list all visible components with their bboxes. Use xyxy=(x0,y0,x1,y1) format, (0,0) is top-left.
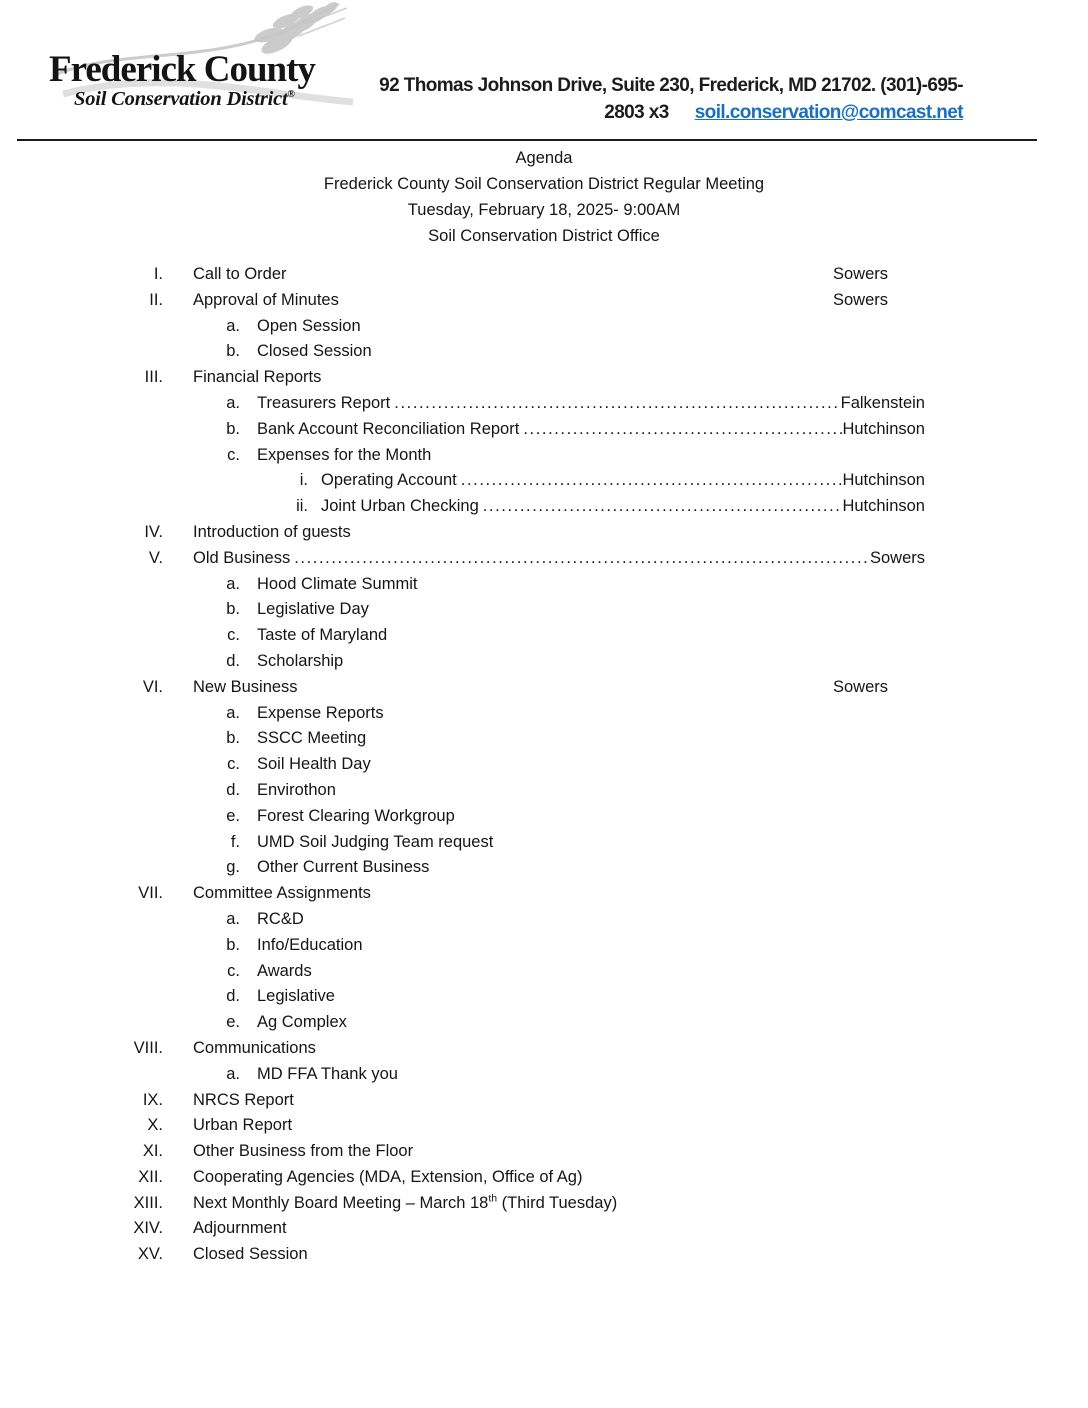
agenda-item-23 xyxy=(0,855,925,881)
agenda-item-27 xyxy=(0,959,925,985)
agenda-item-label-suffix: (Third Tuesday) xyxy=(497,1193,618,1212)
agenda-item-label: MD FFA Thank you xyxy=(257,1064,398,1083)
agenda-item-29 xyxy=(0,1010,925,1036)
agenda-item-25 xyxy=(0,907,925,933)
logo-title: Frederick County xyxy=(49,49,315,90)
agenda-item-label: Committee Assignments xyxy=(193,884,371,903)
logo-subtitle xyxy=(74,88,295,111)
agenda-item-label: UMD Soil Judging Team request xyxy=(257,832,494,851)
agenda-item-label: SSCC Meeting xyxy=(257,729,367,748)
agenda-item-label: Operating Account xyxy=(321,471,457,490)
agenda-item-number: I. xyxy=(153,265,163,283)
responsible-person: Sowers xyxy=(833,290,889,309)
logo-subtitle-text: Soil Conservation District xyxy=(74,88,288,110)
agenda-item-number: XIII. xyxy=(133,1193,163,1212)
agenda-item-number: IV. xyxy=(144,522,163,541)
agenda-item-number: a. xyxy=(226,703,240,722)
agenda-item-label: Open Session xyxy=(257,316,361,335)
agenda-item-number: IX. xyxy=(142,1090,163,1109)
dotted-leader xyxy=(483,494,843,520)
agenda-item-label: Expense Reports xyxy=(257,703,384,722)
doc-title-line-location: Soil Conservation District Office xyxy=(428,227,660,245)
dotted-leader xyxy=(523,417,842,443)
agenda-item-label: Info/Education xyxy=(257,935,363,954)
agenda-item-number: d. xyxy=(226,651,240,670)
agenda-item-3 xyxy=(0,339,925,365)
agenda-item-number: XI. xyxy=(142,1142,163,1161)
agenda-item-37 xyxy=(0,1216,925,1242)
agenda-item-10 xyxy=(0,520,925,546)
agenda-item-label: Taste of Maryland xyxy=(257,626,388,645)
responsible-person: Sowers xyxy=(833,677,889,696)
agenda-item-30 xyxy=(0,1036,925,1062)
agenda-item-24 xyxy=(0,881,925,907)
dotted-leader xyxy=(294,546,870,572)
agenda-item-number: b. xyxy=(226,342,240,361)
agenda-item-label: Adjournment xyxy=(193,1219,287,1238)
agenda-item-number: a. xyxy=(226,574,240,593)
org-email-link[interactable]: soil.conservation@comcast.net xyxy=(694,102,963,123)
agenda-item-number: d. xyxy=(226,780,240,799)
doc-title-line-meeting: Frederick County Soil Conservation District Regular Meeting xyxy=(323,175,765,193)
agenda-item-15 xyxy=(0,649,925,675)
agenda-item-label: Expenses for the Month xyxy=(257,445,432,464)
agenda-item-label: Communications xyxy=(193,1038,316,1057)
responsible-person: Hutchinson xyxy=(842,471,925,490)
agenda-item-number: a. xyxy=(226,909,240,928)
agenda-item-label: Legislative xyxy=(257,987,335,1006)
agenda-item-number: VII. xyxy=(138,884,163,903)
agenda-item-label: Treasurers Report xyxy=(257,393,391,412)
agenda-item-5 xyxy=(0,391,925,417)
agenda-item-33 xyxy=(0,1113,925,1139)
agenda-item-38 xyxy=(0,1242,925,1268)
agenda-item-number: VI. xyxy=(142,677,163,696)
org-address-line2 xyxy=(323,99,963,126)
agenda-item-number: i. xyxy=(299,471,308,490)
agenda-item-number: a. xyxy=(226,316,240,335)
agenda-item-label: Soil Health Day xyxy=(257,755,371,774)
agenda-item-number: d. xyxy=(226,987,240,1006)
agenda-list xyxy=(0,262,1088,1268)
agenda-item-label: Awards xyxy=(257,961,312,980)
agenda-item-number: ii. xyxy=(296,497,308,516)
agenda-item-label: Financial Reports xyxy=(193,368,322,387)
dotted-leader xyxy=(461,468,843,494)
agenda-item-21 xyxy=(0,804,925,830)
org-phone-ext: 2803 x3 xyxy=(604,102,669,123)
doc-title-line-datetime: Tuesday, February 18, 2025- 9:00AM xyxy=(407,201,681,219)
agenda-item-number: e. xyxy=(226,806,240,825)
agenda-item-number: V. xyxy=(148,548,163,567)
agenda-item-label: Introduction of guests xyxy=(193,522,351,541)
dotted-leader xyxy=(394,391,840,417)
agenda-item-number: b. xyxy=(226,600,240,619)
agenda-item-19 xyxy=(0,752,925,778)
agenda-item-label: Other Business from the Floor xyxy=(193,1142,414,1161)
agenda-item-number: X. xyxy=(147,1116,163,1135)
agenda-item-label xyxy=(163,1191,617,1217)
agenda-item-label: Envirothon xyxy=(257,780,336,799)
agenda-item-6 xyxy=(0,417,925,443)
agenda-item-label: Approval of Minutes xyxy=(193,290,339,309)
agenda-item-34 xyxy=(0,1139,925,1165)
agenda-item-label: Old Business xyxy=(193,548,291,567)
agenda-item-label: Closed Session xyxy=(193,1245,308,1264)
agenda-item-14 xyxy=(0,623,925,649)
agenda-item-7 xyxy=(0,443,925,469)
agenda-item-17 xyxy=(0,701,925,727)
agenda-item-1 xyxy=(0,288,925,314)
agenda-item-number: c. xyxy=(227,961,240,980)
agenda-item-number: VIII. xyxy=(133,1038,163,1057)
agenda-item-number: XIV. xyxy=(133,1219,163,1238)
agenda-item-label: Legislative Day xyxy=(257,600,369,619)
agenda-item-number: a. xyxy=(226,1064,240,1083)
agenda-item-number: b. xyxy=(226,419,240,438)
agenda-item-label: Call to Order xyxy=(193,265,287,283)
agenda-item-label: Cooperating Agencies (MDA, Extension, Office of Ag) xyxy=(193,1167,583,1186)
agenda-item-label: RC&D xyxy=(257,909,304,928)
agenda-item-18 xyxy=(0,726,925,752)
agenda-item-number: b. xyxy=(226,935,240,954)
org-address-block xyxy=(323,72,963,126)
agenda-item-20 xyxy=(0,778,925,804)
agenda-item-label: New Business xyxy=(193,677,298,696)
agenda-item-number: e. xyxy=(226,1013,240,1032)
agenda-item-number: a. xyxy=(226,393,240,412)
agenda-item-number: b. xyxy=(226,729,240,748)
agenda-item-number: c. xyxy=(227,755,240,774)
agenda-item-label: Ag Complex xyxy=(257,1013,347,1032)
agenda-item-0 xyxy=(0,262,925,288)
responsible-person: Sowers xyxy=(833,265,889,283)
document-title-block xyxy=(0,145,1088,249)
responsible-person: Hutchinson xyxy=(842,497,925,516)
agenda-item-26 xyxy=(0,933,925,959)
org-address-line1: 92 Thomas Johnson Drive, Suite 230, Frederick, MD 21702. (301)-695- xyxy=(379,75,963,96)
agenda-item-label: Bank Account Reconciliation Report xyxy=(257,419,520,438)
agenda-item-label: Scholarship xyxy=(257,651,344,670)
agenda-item-28 xyxy=(0,984,925,1010)
agenda-item-label: Hood Climate Summit xyxy=(257,574,418,593)
agenda-item-number: XV. xyxy=(137,1245,163,1264)
agenda-item-2 xyxy=(0,314,925,340)
agenda-item-label: NRCS Report xyxy=(193,1090,294,1109)
agenda-item-22 xyxy=(0,830,925,856)
agenda-item-label: Forest Clearing Workgroup xyxy=(257,806,455,825)
responsible-person: Hutchinson xyxy=(842,419,925,438)
agenda-item-35 xyxy=(0,1165,925,1191)
doc-title-line-agenda: Agenda xyxy=(515,149,573,167)
agenda-item-32 xyxy=(0,1088,925,1114)
agenda-item-9 xyxy=(0,494,925,520)
responsible-person: Sowers xyxy=(869,548,925,567)
agenda-item-31 xyxy=(0,1062,925,1088)
header-divider-rule xyxy=(17,139,1037,141)
agenda-item-number: c. xyxy=(227,445,240,464)
agenda-item-number: II. xyxy=(149,290,163,309)
agenda-item-label: Urban Report xyxy=(193,1116,293,1135)
agenda-item-number: III. xyxy=(144,368,163,387)
agenda-item-label-prefix: Next Monthly Board Meeting – March 18 xyxy=(193,1193,489,1212)
agenda-item-number: g. xyxy=(226,858,240,877)
responsible-person: Falkenstein xyxy=(840,393,925,412)
agenda-item-12 xyxy=(0,572,925,598)
agenda-item-number: XII. xyxy=(138,1167,163,1186)
agenda-item-13 xyxy=(0,597,925,623)
agenda-item-label-superscript: th xyxy=(488,1192,498,1205)
agenda-item-number: c. xyxy=(227,626,240,645)
agenda-item-label: Joint Urban Checking xyxy=(321,497,479,516)
document-header xyxy=(0,0,1088,145)
agenda-item-36 xyxy=(0,1191,925,1217)
agenda-item-4 xyxy=(0,365,925,391)
registered-trademark-mark: ® xyxy=(287,89,295,101)
agenda-item-16 xyxy=(0,675,925,701)
agenda-item-number: f. xyxy=(230,832,240,851)
agenda-item-label: Other Current Business xyxy=(257,858,430,877)
agenda-item-label: Closed Session xyxy=(257,342,372,361)
agenda-item-8 xyxy=(0,468,925,494)
agenda-item-11 xyxy=(0,546,925,572)
